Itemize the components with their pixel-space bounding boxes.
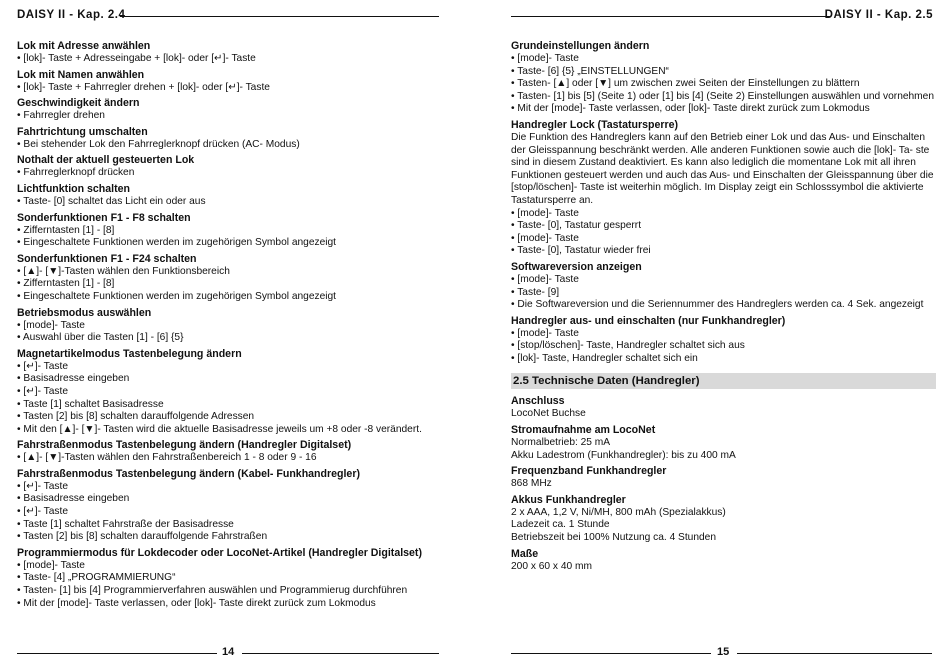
- page-number: 15: [717, 646, 730, 658]
- list-item: • [↵]- Taste: [17, 480, 68, 492]
- section-heading: Geschwindigkeit ändern: [17, 97, 140, 110]
- section-heading: Softwareversion anzeigen: [511, 260, 642, 273]
- list-item: • [lok]- Taste + Adresseingabe + [lok]- oder [↵]- Taste: [17, 53, 256, 64]
- section: [17, 547, 457, 610]
- list-item: Betriebszeit bei 100% Nutzung ca. 4 Stunden: [511, 532, 717, 544]
- list-item: • Mit der [mode]- Taste verlassen, oder [lok]- Taste direkt zurück zum Lokmodus: [17, 597, 376, 609]
- list-item: • Eingeschaltete Funktionen werden im zugehörigen Symbol angezeigt: [17, 290, 337, 302]
- list-item: • Auswahl über die Tasten [1] - [6] {5}: [17, 332, 184, 344]
- list-item: • [▲]- [▼]-Tasten wählen den Funktionsbereich: [17, 265, 230, 277]
- list-item: • Die Softwareversion und die Seriennummer des Handreglers werden ca. 4 Sek. angezeigt: [511, 299, 924, 311]
- section: [17, 40, 457, 66]
- list-item: 200 x 60 x 40 mm: [511, 560, 592, 572]
- section: [17, 69, 457, 95]
- list-item: 2 x AAA, 1,2 V, Ni/MH, 800 mAh (Spezialakkus): [511, 506, 726, 518]
- section: [511, 424, 936, 462]
- list-item: • Basisadresse eingeben: [17, 373, 130, 385]
- list-item: • [▲]- [▼]-Tasten wählen den Fahrstraßenbereich 1 - 8 oder 9 - 16: [17, 452, 317, 464]
- section-heading: Lok mit Adresse anwählen: [17, 40, 151, 52]
- list-item: • [mode]- Taste: [511, 232, 579, 244]
- section: [511, 119, 936, 258]
- list-item: LocoNet Buchse: [511, 408, 586, 420]
- section-heading: Magnetartikelmodus Tastenbelegung ändern: [17, 347, 242, 360]
- section-heading: Nothalt der aktuell gesteuerten Lok: [17, 154, 195, 167]
- list-item: • [lok]- Taste, Handregler schaltet sich ein: [511, 352, 698, 364]
- section-heading: Grundeinstellungen ändern: [511, 40, 650, 52]
- section-heading: Sonderfunktionen F1 - F24 schalten: [17, 252, 197, 265]
- section: [17, 439, 457, 465]
- section: [511, 315, 936, 366]
- list-item: • [mode]- Taste: [511, 53, 579, 64]
- list-item: • Taste- [0], Tastatur gesperrt: [511, 220, 642, 232]
- list-item: • Eingeschaltete Funktionen werden im zugehörigen Symbol angezeigt: [17, 237, 337, 249]
- list-item: • Fahrregler drehen: [17, 110, 105, 122]
- section: [17, 183, 457, 209]
- page-number: 14: [222, 646, 235, 658]
- section: [17, 253, 457, 304]
- section: [511, 494, 936, 545]
- list-item: • [↵]- Taste: [17, 385, 68, 397]
- running-header: DAISY II - Kap. 2.5: [824, 9, 933, 21]
- list-item: • [stop/löschen]- Taste, Handregler schaltet sich aus: [511, 340, 745, 352]
- header-rule: [511, 16, 830, 17]
- section: [17, 97, 457, 123]
- list-item: • [mode]- Taste: [17, 559, 85, 571]
- section-heading: Lok mit Namen anwählen: [17, 68, 145, 81]
- section-heading: Sonderfunktionen F1 - F8 schalten: [17, 211, 191, 224]
- section-heading: Programmiermodus für Lokdecoder oder LocoNet-Artikel (Handregler Digitalset): [17, 546, 422, 559]
- footer-rule-left: [17, 653, 217, 654]
- left-content: [17, 40, 457, 613]
- list-item: 868 MHz: [511, 478, 552, 490]
- list-item: • Fahrreglerknopf drücken: [17, 167, 135, 179]
- section: [511, 395, 936, 421]
- section: [17, 348, 457, 437]
- section: [511, 261, 936, 312]
- section-paragraph: Die Funktion des Handreglers kann auf den Betrieb einer Lok und das Aus- und Einschalten der Gleisspannung beschränkt werden. Alle anderen Funktionen sowie auch die [lok]- Ta- ste sind in diesem Zustand deaktiviert. Es kann also lediglich die momentane Lok mit all ihren Funktionen gesteuert werden und auch das Aus- und Einschalten der Gleisspannung über die [stop/löschen]- Taste ist weiterhin möglich. Im Display zeigt ein Schlosssymbol die aktivierte Tastatursperre an.: [511, 131, 934, 206]
- list-item: • Taste- [0], Tastatur wieder frei: [511, 245, 651, 257]
- running-header: DAISY II - Kap. 2.4: [17, 9, 126, 21]
- list-item: • Mit der [mode]- Taste verlassen, oder [lok]- Taste direkt zurück zum Lokmodus: [511, 103, 870, 115]
- list-item: • Tasten [2] bis [8] schalten darauffolgende Fahrstraßen: [17, 531, 268, 543]
- list-item: • Taste- [4] „PROGRAMMIERUNG“: [17, 572, 176, 584]
- section-heading: Handregler Lock (Tastatursperre): [511, 118, 678, 131]
- list-item: • Tasten- [1] bis [5] (Seite 1) oder [1] bis [4] (Seite 2) Einstellungen auswählen und vornehmen: [511, 90, 935, 102]
- section-heading: Maße: [511, 547, 539, 560]
- section-heading: Akkus Funkhandregler: [511, 493, 626, 506]
- footer-rule-right: [242, 653, 439, 654]
- list-item: • Taste- [0] schaltet das Licht ein oder aus: [17, 195, 206, 207]
- section-heading: Betriebsmodus auswählen: [17, 306, 152, 319]
- header-rule: [120, 16, 439, 17]
- list-item: • Taste [1] schaltet Fahrstraße der Basisadresse: [17, 518, 234, 530]
- list-item: • Tasten- [1] bis [4] Programmierverfahren auswählen und Programmierug durchführen: [17, 585, 408, 597]
- section: [17, 154, 457, 180]
- list-item: • Tasten [2] bis [8] schalten darauffolgende Adressen: [17, 411, 255, 423]
- section-heading: Fahrstraßenmodus Tastenbelegung ändern (Kabel- Funkhandregler): [17, 467, 360, 480]
- footer-rule-right: [737, 653, 932, 654]
- section: [17, 468, 457, 544]
- list-item: • Basisadresse eingeben: [17, 493, 130, 505]
- footer-rule-left: [511, 653, 711, 654]
- list-item: • [mode]- Taste: [511, 207, 579, 219]
- right-page: [475, 0, 950, 670]
- list-item: • [mode]- Taste: [511, 273, 579, 285]
- list-item: • Mit den [▲]- [▼]- Tasten wird die aktuelle Basisadresse jeweils um +8 oder -8 verändert.: [17, 423, 422, 435]
- section: [17, 212, 457, 250]
- list-item: • Taste [1] schaltet Basisadresse: [17, 398, 164, 410]
- list-item: • [mode]- Taste: [511, 327, 579, 339]
- section: [511, 40, 936, 116]
- section-heading: Lichtfunktion schalten: [17, 182, 131, 195]
- section-heading: Handregler aus- und einschalten (nur Funkhandregler): [511, 314, 786, 327]
- section-heading: Frequenzband Funkhandregler: [511, 465, 667, 478]
- section-heading: Fahrstraßenmodus Tastenbelegung ändern (Handregler Digitalset): [17, 439, 352, 452]
- list-item: • Zifferntasten [1] - [8]: [17, 278, 115, 290]
- right-content: [511, 40, 936, 576]
- list-item: • [mode]- Taste: [17, 319, 85, 331]
- list-item: • [↵]- Taste: [17, 360, 68, 372]
- section: [511, 548, 936, 574]
- section-heading: Stromaufnahme am LocoNet: [511, 424, 656, 437]
- section: [17, 307, 457, 345]
- section: [511, 465, 936, 491]
- list-item: Ladezeit ca. 1 Stunde: [511, 519, 610, 531]
- list-item: • Taste- [9]: [511, 286, 560, 298]
- section-subheading: 2.5 Technische Daten (Handregler): [511, 373, 936, 389]
- list-item: Akku Ladestrom (Funkhandregler): bis zu 400 mA: [511, 449, 736, 461]
- list-item: • Zifferntasten [1] - [8]: [17, 224, 115, 236]
- list-item: • [↵]- Taste: [17, 506, 68, 518]
- list-item: • [lok]- Taste + Fahrregler drehen + [lok]- oder [↵]- Taste: [17, 81, 270, 93]
- list-item: • Tasten- [▲] oder [▼] um zwischen zwei Seiten der Einstellungen zu blättern: [511, 78, 860, 90]
- list-item: Normalbetrieb: 25 mA: [511, 437, 611, 449]
- section-heading: Anschluss: [511, 395, 565, 408]
- list-item: • Taste- [6] {5} „EINSTELLUNGEN“: [511, 65, 669, 77]
- section-heading: Fahrtrichtung umschalten: [17, 125, 148, 138]
- section: [17, 126, 457, 152]
- list-item: • Bei stehender Lok den Fahrreglerknopf drücken (AC- Modus): [17, 138, 300, 150]
